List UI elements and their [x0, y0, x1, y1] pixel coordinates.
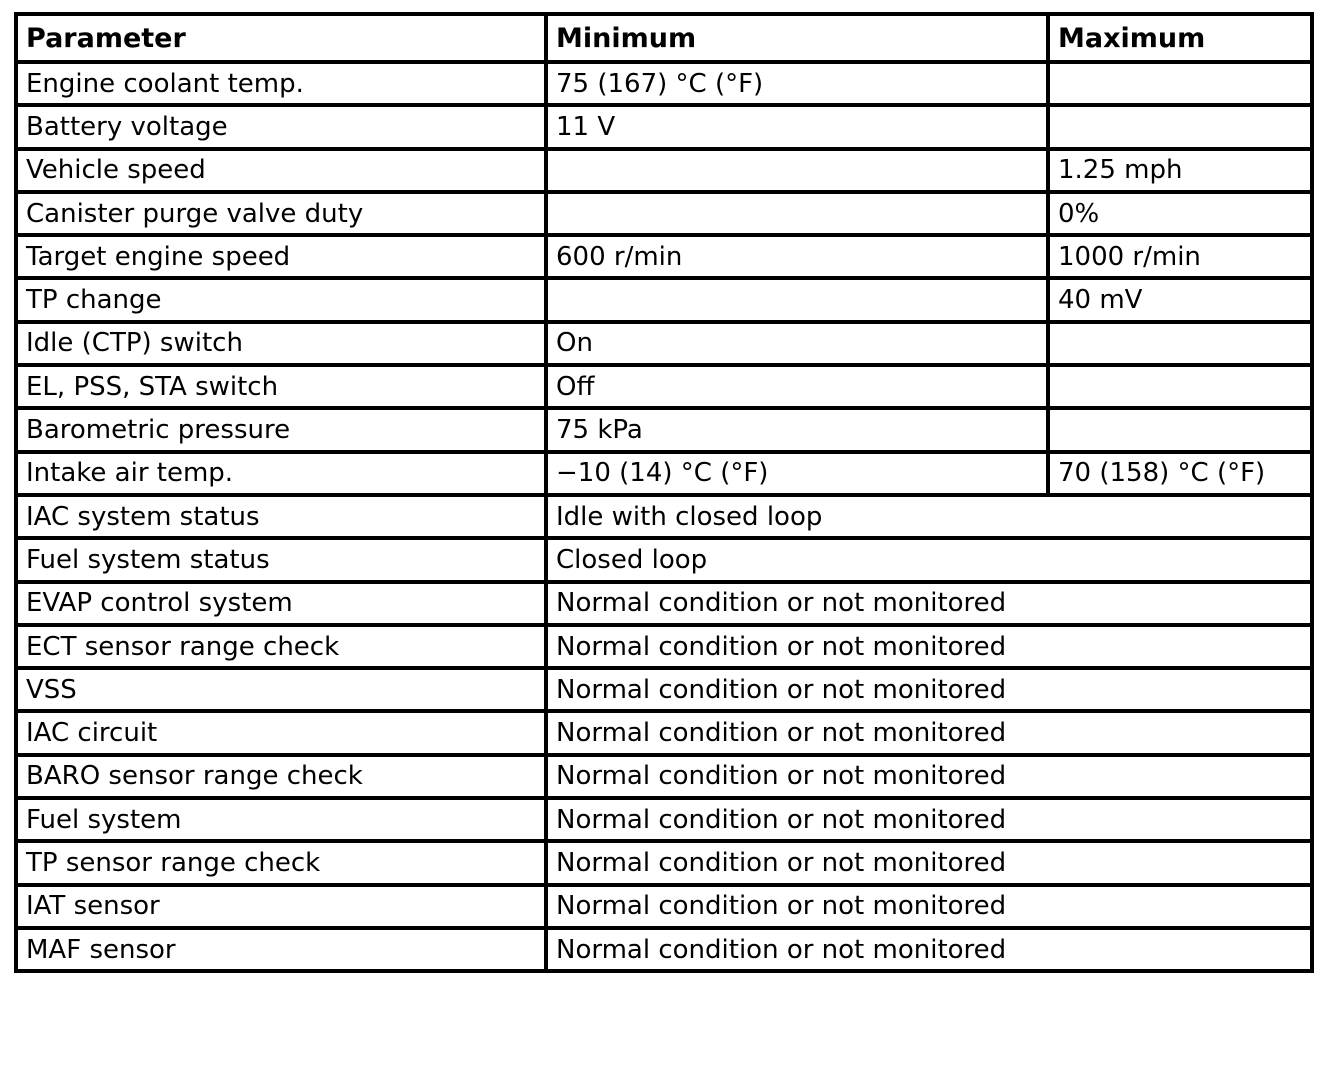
cell-parameter: Idle (CTP) switch	[16, 322, 546, 365]
cell-minimum: On	[546, 322, 1048, 365]
cell-minimum: 600 r/min	[546, 235, 1048, 278]
cell-parameter: VSS	[16, 668, 546, 711]
cell-maximum	[1048, 322, 1312, 365]
cell-status-value: Normal condition or not monitored	[546, 885, 1312, 928]
header-parameter: Parameter	[16, 14, 546, 62]
cell-parameter: EL, PSS, STA switch	[16, 365, 546, 408]
table-row	[16, 798, 1312, 841]
table-row	[16, 235, 1312, 278]
cell-maximum	[1048, 408, 1312, 451]
cell-maximum: 1000 r/min	[1048, 235, 1312, 278]
table-row	[16, 928, 1312, 971]
table-row	[16, 322, 1312, 365]
cell-minimum: 11 V	[546, 105, 1048, 148]
cell-status-value: Normal condition or not monitored	[546, 582, 1312, 625]
cell-parameter: Canister purge valve duty	[16, 192, 546, 235]
cell-status-value: Normal condition or not monitored	[546, 625, 1312, 668]
cell-status-value: Normal condition or not monitored	[546, 755, 1312, 798]
cell-maximum	[1048, 62, 1312, 105]
cell-parameter: Target engine speed	[16, 235, 546, 278]
cell-parameter: Intake air temp.	[16, 452, 546, 495]
cell-maximum: 0%	[1048, 192, 1312, 235]
cell-minimum	[546, 149, 1048, 192]
cell-status-value: Normal condition or not monitored	[546, 928, 1312, 971]
cell-parameter: BARO sensor range check	[16, 755, 546, 798]
table-row	[16, 365, 1312, 408]
header-maximum: Maximum	[1048, 14, 1312, 62]
table-row	[16, 62, 1312, 105]
table-row	[16, 495, 1312, 538]
table-row	[16, 841, 1312, 884]
cell-parameter: IAC circuit	[16, 711, 546, 754]
table-row	[16, 755, 1312, 798]
table-body	[16, 62, 1312, 971]
table-row	[16, 668, 1312, 711]
cell-parameter: IAC system status	[16, 495, 546, 538]
cell-parameter: ECT sensor range check	[16, 625, 546, 668]
cell-minimum: Off	[546, 365, 1048, 408]
header-minimum: Minimum	[546, 14, 1048, 62]
table-row	[16, 711, 1312, 754]
cell-parameter: MAF sensor	[16, 928, 546, 971]
table-row	[16, 885, 1312, 928]
table-row	[16, 582, 1312, 625]
table-row	[16, 625, 1312, 668]
table-row	[16, 192, 1312, 235]
cell-status-value: Normal condition or not monitored	[546, 711, 1312, 754]
cell-minimum: −10 (14) °C (°F)	[546, 452, 1048, 495]
cell-maximum: 1.25 mph	[1048, 149, 1312, 192]
cell-maximum	[1048, 105, 1312, 148]
cell-parameter: TP change	[16, 278, 546, 321]
table-row	[16, 408, 1312, 451]
cell-maximum: 70 (158) °C (°F)	[1048, 452, 1312, 495]
cell-parameter: TP sensor range check	[16, 841, 546, 884]
cell-maximum	[1048, 365, 1312, 408]
cell-parameter: Fuel system	[16, 798, 546, 841]
table-row	[16, 149, 1312, 192]
cell-maximum: 40 mV	[1048, 278, 1312, 321]
header-row	[16, 14, 1312, 62]
cell-status-value: Normal condition or not monitored	[546, 668, 1312, 711]
table-row	[16, 278, 1312, 321]
cell-minimum: 75 kPa	[546, 408, 1048, 451]
cell-minimum	[546, 192, 1048, 235]
cell-parameter: EVAP control system	[16, 582, 546, 625]
cell-minimum: 75 (167) °C (°F)	[546, 62, 1048, 105]
cell-status-value: Normal condition or not monitored	[546, 798, 1312, 841]
cell-parameter: Battery voltage	[16, 105, 546, 148]
cell-minimum	[546, 278, 1048, 321]
cell-status-value: Idle with closed loop	[546, 495, 1312, 538]
table-row	[16, 452, 1312, 495]
parameter-spec-table	[14, 12, 1314, 973]
cell-status-value: Normal condition or not monitored	[546, 841, 1312, 884]
table-row	[16, 105, 1312, 148]
cell-parameter: Barometric pressure	[16, 408, 546, 451]
cell-parameter: Vehicle speed	[16, 149, 546, 192]
cell-parameter: Engine coolant temp.	[16, 62, 546, 105]
table-row	[16, 538, 1312, 581]
cell-parameter: Fuel system status	[16, 538, 546, 581]
cell-parameter: IAT sensor	[16, 885, 546, 928]
cell-status-value: Closed loop	[546, 538, 1312, 581]
